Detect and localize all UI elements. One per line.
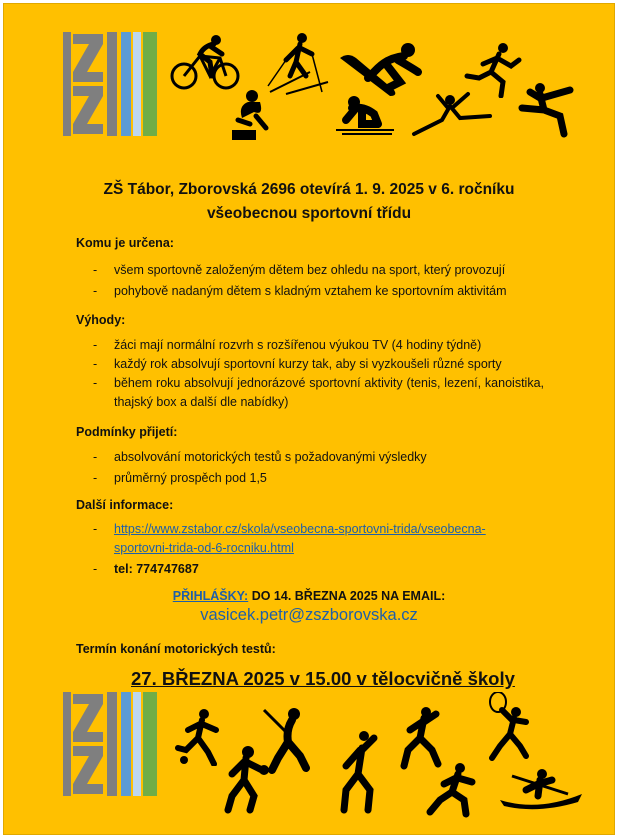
swimmer-icon	[228, 88, 278, 142]
basketball-player-icon	[222, 744, 272, 814]
page-title-line1: ZŠ Tábor, Zborovská 2696 otevírá 1. 9. 2025 v 6. ročníku	[103, 181, 515, 198]
kayaker-icon	[498, 764, 584, 812]
skier-icon	[266, 32, 332, 96]
application-label: PŘIHLÁŠKY:	[172, 589, 249, 603]
tests-date: 27. BŘEZNA 2025 v 15.00 v tělocvičně školy	[131, 668, 515, 689]
info-heading: Další informace:	[76, 498, 174, 512]
volleyball-player-icon	[334, 730, 388, 814]
phone-number: tel: 774747687	[114, 562, 199, 576]
info-link-continued[interactable]: sportovni-trida-od-6-rocniku.html	[114, 541, 294, 555]
runner-icon	[424, 762, 480, 818]
martial-arts-icon	[514, 82, 576, 138]
application-deadline: DO 14. BŘEZNA 2025 NA EMAIL:	[248, 589, 446, 603]
gymnast-icon	[408, 90, 492, 138]
soccer-player-icon	[174, 708, 224, 766]
page-title-line2: všeobecnou sportovní třídu	[206, 205, 412, 222]
tests-heading: Termín konání motorických testů:	[76, 642, 276, 656]
benefits-heading: Výhody:	[76, 313, 126, 327]
tennis-player-icon	[482, 692, 538, 762]
application-line	[4, 589, 614, 603]
info-link[interactable]: https://www.zstabor.cz/skola/vseobecna-sportovni-trida/vseobecna-	[114, 522, 486, 536]
target-heading: Komu je určena:	[76, 236, 174, 250]
conditions-heading: Podmínky přijetí:	[76, 425, 178, 439]
application-email[interactable]: vasicek.petr@zszborovska.cz	[200, 606, 418, 624]
downhill-skier-icon	[334, 94, 396, 136]
poster: ZŠ Tábor, Zborovská 2696 otevírá 1. 9. 2025 v 6. ročníku všeobecnou sportovní třídu Komu je určena: - všem sportovně založeným dětem bez ohledu na sport, který provozují - pohybově nadaným dětem s kladným vztahem ke sportovním aktivitám Výhody: - žáci mají normální rozvrh s rozšířenou výukou TV (4 hodiny týdně) - každý rok absolvují sportovní kurzy tak, aby si vyzkoušeli různé sporty - během roku absolvují jednorázové sportovní aktivity (tenis, lezení, kanoistika, thajský box a další dle nabídky) Podmínky přijetí: - absolvování motorických testů s požadovanými výsledky - průměrný prospěch pod 1,5 Další informace: - https://www.zstabor.cz/skola/vseobecna-sportovni-trida/vseobecna- sportovni-trida-od-6-rocniku.html - tel: 774747687 PŘIHLÁŠKY: DO 14. BŘEZNA 2025 NA EMAIL: vasicek.petr@zszborovska.cz Termín konání motorických testů: 27. BŘEZNA 2025 v 15.00 v tělocvičně školy	[3, 3, 615, 835]
cyclist-icon	[170, 32, 240, 90]
school-logo-top	[63, 32, 159, 136]
school-logo-bottom	[63, 692, 159, 796]
